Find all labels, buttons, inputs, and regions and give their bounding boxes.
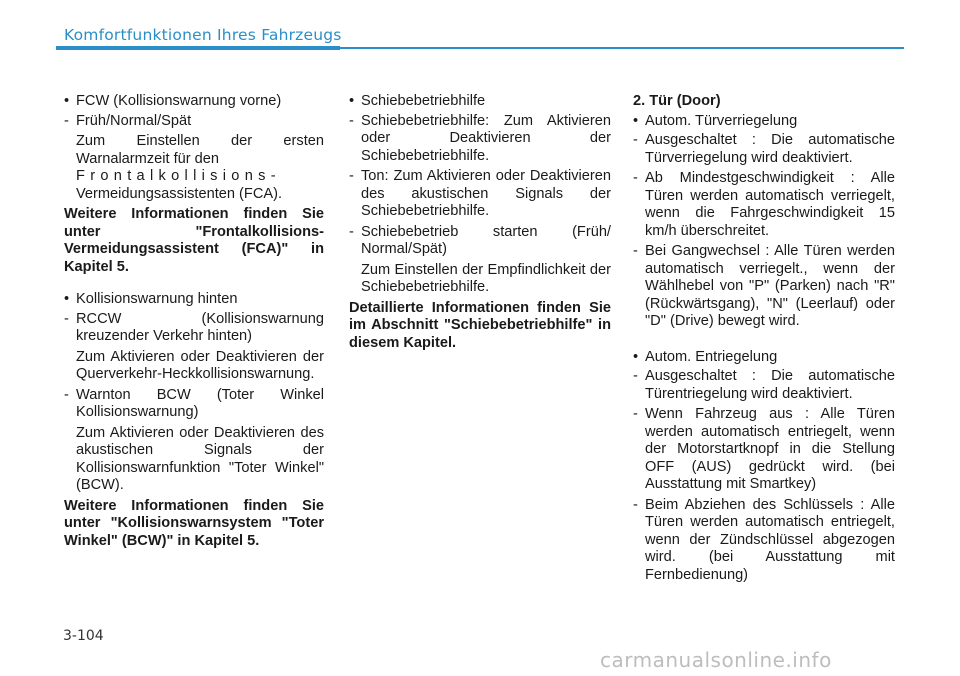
watermark: carmanualsonline.info: [600, 648, 832, 672]
description-text: Zum Aktivieren oder Deaktivieren der Querverkehr-Heckkollisionswarnung.: [76, 348, 324, 382]
bullet-item: • Autom. Entriegelung: [633, 349, 895, 367]
dash-item: - Ausgeschaltet : Die automatische Türentriegelung wird deaktiviert.: [633, 368, 895, 403]
dash-item: - Beim Abziehen des Schlüssels : Alle Türen werden automatisch entriegelt, wenn der Zündschlüssel abgezogen wird. (bei Ausstattung mit Fernbedienung): [633, 497, 895, 585]
column-3: [633, 93, 895, 587]
column-2: [349, 93, 611, 352]
dash-item: - Ab Mindestgeschwindigkeit : Alle Türen werden automatisch verriegelt, wenn die Fahrgeschwindigkeit 15 km/h überschreitet.: [633, 170, 895, 240]
column-1: [64, 93, 324, 550]
description-text: Zum Aktivieren oder Deaktivieren des akustischen Signals der Kollisionswarnfunktion "Toter Winkel" (BCW).: [76, 424, 324, 493]
bullet-item: • FCW (Kollisionswarnung vorne): [64, 93, 324, 111]
dash-item: - RCCW (Kollisionswarnung kreuzender Verkehr hinten): [64, 311, 324, 346]
dash-item: - Schiebebetriebhilfe: Zum Aktivieren oder Deaktivieren der Schiebebetriebhilfe.: [349, 113, 611, 166]
reference-note: Weitere Informationen finden Sie unter "Frontalkollisions-Vermeidungsassistent (FCA)" in Kapitel 5.: [64, 206, 324, 275]
page-number: 3-104: [63, 628, 104, 644]
bullet-item: • Schiebebetriebhilfe: [349, 93, 611, 111]
description-text: Zum Einstellen der Empfindlichkeit der Schiebebetriebhilfe.: [361, 261, 611, 295]
dash-item: - Ton: Zum Aktivieren oder Deaktivieren des akustischen Signals der Schiebebetriebhilfe.: [349, 168, 611, 221]
dash-item: - Ausgeschaltet : Die automatische Türverriegelung wird deaktiviert.: [633, 132, 895, 167]
section-heading: 2. Tür (Door): [633, 93, 721, 109]
bullet-item: • Kollisionswarnung hinten: [64, 291, 324, 309]
dash-item: - Früh/Normal/Spät: [64, 113, 324, 131]
dash-item: - Wenn Fahrzeug aus : Alle Türen werden automatisch entriegelt, wenn der Motorstartknopf in die Stellung OFF (AUS) gedrückt wird. (bei Ausstattung mit Smartkey): [633, 406, 895, 494]
header-rule-accent: [56, 46, 340, 50]
description-text: [64, 133, 324, 203]
dash-item: - Warnton BCW (Toter Winkel Kollisionswarnung): [64, 387, 324, 422]
dash-item: - Bei Gangwechsel : Alle Türen werden automatisch verriegelt., wenn der Wählhebel von "P" (Parken) nach "R" (Rückwärtsgang), "N" (Leerlauf) oder "D" (Drive) bewegt wird.: [633, 243, 895, 331]
bullet-item: • Autom. Türverriegelung: [633, 113, 895, 131]
description-line: Frontalkollisions-: [76, 168, 281, 184]
description-line: Vermeidungsassistenten (FCA).: [76, 185, 283, 202]
reference-note: Weitere Informationen finden Sie unter "Kollisionswarnsystem "Toter Winkel" (BCW)" in Kapitel 5.: [64, 497, 324, 549]
dash-item: - Schiebebetrieb starten (Früh/ Normal/Spät): [349, 224, 611, 259]
description-line: Zum Einstellen der ersten Warnalarmzeit für den: [76, 133, 324, 167]
section-title: Komfortfunktionen Ihres Fahrzeugs: [64, 26, 342, 44]
reference-note: Detaillierte Informationen finden Sie im Abschnitt "Schiebebetriebhilfe" in diesem Kapitel.: [349, 299, 611, 351]
